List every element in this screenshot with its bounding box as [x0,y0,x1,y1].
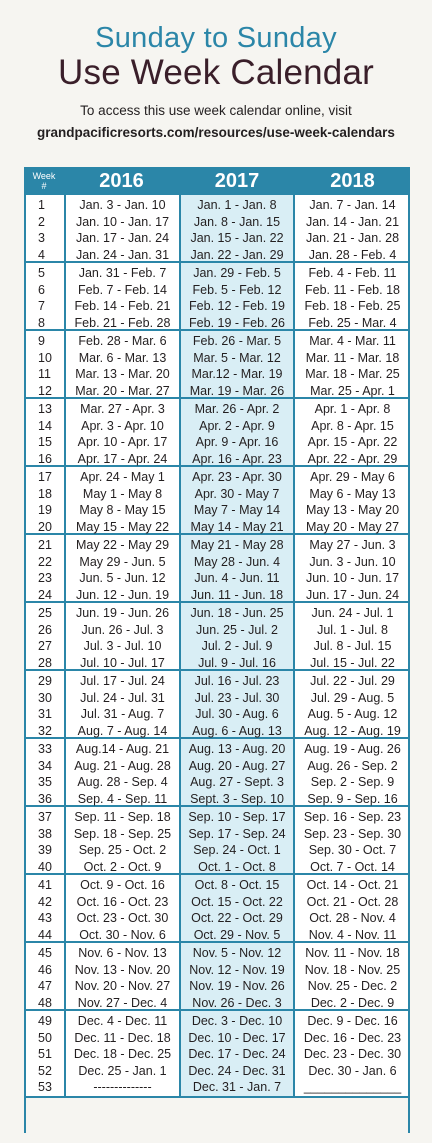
year-column-2017 [179,875,295,941]
year-column-2018 [295,399,410,465]
week-number: 7 [38,299,45,313]
date-range-2017: Jan. 15 - Jan. 22 [190,231,284,245]
week-group [24,603,410,671]
date-range-2016: Jan. 3 - Jan. 10 [79,198,166,212]
week-number-column [24,739,64,805]
date-range-2018: May 20 - May 27 [305,519,400,534]
week-number-column [24,399,64,465]
week-number: 25 [38,606,52,620]
year-column-2017 [179,263,295,329]
date-range-2018: Jul. 22 - Jul. 29 [310,674,395,688]
date-range-2018: Dec. 9 - Dec. 16 [307,1014,398,1028]
date-range-2018: Dec. 23 - Dec. 30 [303,1047,402,1061]
week-number: 30 [38,690,52,705]
week-number: 27 [38,639,52,653]
date-range-2017: Jul. 30 - Aug. 6 [195,707,279,721]
date-range-2018: Jun. 17 - Jun. 24 [305,587,400,602]
date-range-2016: Apr. 10 - Apr. 17 [77,435,168,449]
week-number: 14 [38,418,52,433]
year-column-2016 [64,467,179,533]
date-range-2016: Feb. 14 - Feb. 21 [74,299,171,313]
week-column-header [24,167,64,195]
week-number: 48 [38,995,52,1010]
date-range-2016: Jun. 19 - Jun. 26 [75,606,170,620]
date-range-2016: Oct. 16 - Oct. 23 [76,894,169,909]
week-group [24,875,410,943]
date-range-2017: Apr. 30 - May 7 [194,486,280,501]
week-number: 34 [38,758,52,773]
week-number-column [24,807,64,873]
year-column-2016 [64,195,179,261]
date-range-2018: Jul. 8 - Jul. 15 [313,639,392,653]
date-range-2017: Jun. 11 - Jun. 18 [190,587,284,602]
week-number: 44 [38,927,52,942]
year-column-2017 [179,467,295,533]
date-range-2017: May 28 - Jun. 4 [193,554,281,569]
year-column-2017 [179,535,295,601]
week-number: 2 [38,214,45,229]
date-range-2017: Dec. 17 - Dec. 24 [188,1047,286,1061]
week-number: 45 [38,946,52,960]
date-range-2016: Mar. 27 - Apr. 3 [80,402,165,416]
date-range-2017: Jun. 18 - Jun. 25 [190,606,284,620]
date-range-2018: May 13 - May 20 [305,503,400,517]
week-number: 5 [38,266,45,280]
date-range-2018: Feb. 18 - Feb. 25 [304,299,401,313]
week-number: 46 [38,962,52,977]
date-range-2017: Oct. 8 - Oct. 15 [194,878,280,892]
date-range-2016: Nov. 13 - Nov. 20 [74,962,171,977]
year-column-2016 [64,331,179,397]
date-range-2016: Oct. 23 - Oct. 30 [76,911,169,925]
date-range-2018: Dec. 2 - Dec. 9 [310,995,395,1010]
week-number: 39 [38,843,52,857]
week-number: 51 [38,1047,52,1061]
date-range-2016: Apr. 24 - May 1 [80,470,165,484]
date-range-2017: Feb. 26 - Mar. 5 [192,334,282,348]
year-column-2018 [295,739,410,805]
date-range-2016: Mar. 20 - Mar. 27 [75,383,170,398]
date-range-2017: Jul. 23 - Jul. 30 [194,690,280,705]
week-header-symbol: # [41,181,47,191]
week-number: 31 [38,707,52,721]
week-number: 21 [38,538,52,552]
date-range-2018: Jun. 3 - Jun. 10 [309,554,396,569]
date-range-2016: Aug.14 - Aug. 21 [75,742,170,756]
year-column-2016 [64,263,179,329]
year-column-2018 [295,535,410,601]
date-range-2017: Oct. 29 - Nov. 5 [193,927,281,942]
date-range-2018: Mar. 11 - Mar. 18 [305,350,400,365]
date-range-2016: Dec. 11 - Dec. 18 [74,1030,171,1045]
date-range-2018: Sep. 2 - Sep. 9 [310,775,395,789]
date-range-2016: Mar. 13 - Mar. 20 [75,367,170,381]
subtitle: To access this use week calendar online, visit [80,103,352,118]
week-group [24,535,410,603]
title-line-1: Sunday to Sunday [95,22,337,54]
year-column-2016 [64,943,179,1009]
year-header-2017: 2017 [214,170,260,192]
date-range-2018: Feb. 25 - Mar. 4 [308,315,397,330]
date-range-2017: Sep. 24 - Oct. 1 [193,843,281,857]
date-range-2017: Oct. 15 - Oct. 22 [191,894,283,909]
year-column-2018 [295,671,410,737]
date-range-2018: Jul. 29 - Aug. 5 [310,690,395,705]
date-range-2016: Apr. 17 - Apr. 24 [77,451,168,466]
date-range-2016: Sep. 18 - Sep. 25 [73,826,172,841]
week-group [24,399,410,467]
date-range-2017: Nov. 26 - Dec. 3 [192,995,282,1010]
year-column-2017 [179,1011,295,1096]
week-number-column [24,263,64,329]
week-number: 22 [38,554,52,569]
week-group [24,195,410,263]
date-range-2016: May 29 - Jun. 5 [79,554,166,569]
date-range-2016: Jan. 10 - Jan. 17 [75,214,170,229]
year-column-2017 [179,739,295,805]
year-column-2018 [295,195,410,261]
table-body [24,195,410,1098]
date-range-2017: Sep. 17 - Sep. 24 [188,826,286,841]
week-number: 32 [38,723,52,738]
date-range-2018: Mar. 18 - Mar. 25 [305,367,400,381]
date-range-2018: Oct. 21 - Oct. 28 [306,894,399,909]
week-number: 43 [38,911,52,925]
week-group [24,263,410,331]
week-number: 6 [38,282,45,297]
date-range-2018: Aug. 12 - Aug. 19 [304,723,401,738]
date-range-2016: Oct. 9 - Oct. 16 [80,878,165,892]
date-range-2017: Mar. 19 - Mar. 26 [189,383,285,398]
date-range-2017: Apr. 16 - Apr. 23 [192,451,282,466]
date-range-2017: Aug. 6 - Aug. 13 [192,723,282,738]
date-range-2017: Apr. 23 - Apr. 30 [192,470,282,484]
date-range-2018: Apr. 8 - Apr. 15 [311,418,394,433]
date-range-2016: Jun. 26 - Jul. 3 [81,622,164,637]
date-range-2018: May 27 - Jun. 3 [309,538,396,552]
week-number: 3 [38,231,45,245]
week-number: 11 [38,367,51,381]
week-number: 26 [38,622,52,637]
date-range-2018: Apr. 29 - May 6 [310,470,395,484]
date-range-2018: Jun. 24 - Jul. 1 [311,606,394,620]
date-range-2017: Mar.12 - Mar. 19 [191,367,283,381]
week-number-column [24,943,64,1009]
date-range-2018: Jul. 15 - Jul. 22 [310,655,395,670]
year-column-2016 [64,671,179,737]
date-range-2018: Jan. 7 - Jan. 14 [309,198,396,212]
date-range-2017: May 21 - May 28 [190,538,284,552]
year-column-2017 [179,603,295,669]
year-column-2016 [64,1011,179,1096]
date-range-2018: Sep. 16 - Sep. 23 [303,810,402,824]
week-number: 41 [38,878,52,892]
date-range-2018: Nov. 11 - Nov. 18 [305,946,400,960]
week-number: 13 [38,402,52,416]
week-number: 36 [38,791,52,806]
date-range-2016: Jul. 3 - Jul. 10 [83,639,162,653]
date-range-2018: Nov. 4 - Nov. 11 [308,927,397,942]
date-range-2016: May 15 - May 22 [75,519,170,534]
date-range-2018: Apr. 1 - Apr. 8 [314,402,391,416]
week-header-label: Week [32,171,56,181]
year-column-2017 [179,399,295,465]
date-range-2016: Sep. 11 - Sep. 18 [74,810,171,824]
date-range-2017: Aug. 20 - Aug. 27 [188,758,286,773]
date-range-2018: Sep. 30 - Oct. 7 [308,843,397,857]
week-group [24,467,410,535]
date-range-2018: Apr. 15 - Apr. 22 [307,435,398,449]
week-group [24,1011,410,1098]
date-range-2017: Aug. 13 - Aug. 20 [188,742,286,756]
date-range-2016: Jul. 24 - Jul. 31 [80,690,165,705]
week-number: 18 [38,486,52,501]
date-range-2016: Jul. 17 - Jul. 24 [80,674,165,688]
date-range-2017: Feb. 12 - Feb. 19 [189,299,285,313]
week-number: 47 [38,979,52,993]
date-range-2017: Jan. 29 - Feb. 5 [193,266,281,280]
week-number: 50 [38,1030,52,1045]
date-range-2017: Feb. 5 - Feb. 12 [192,282,282,297]
date-range-2018: Nov. 18 - Nov. 25 [304,962,401,977]
date-range-2016: Jun. 12 - Jun. 19 [75,587,170,602]
date-range-2018: Dec. 30 - Jan. 6 [308,1063,397,1078]
year-column-2016 [64,603,179,669]
date-range-2016: Nov. 6 - Nov. 13 [78,946,167,960]
week-number: 4 [38,247,45,262]
week-number: 15 [38,435,52,449]
week-number-column [24,875,64,941]
date-range-2016: Mar. 6 - Mar. 13 [78,350,167,365]
week-number: 38 [38,826,52,841]
week-number: 24 [38,587,52,602]
week-number: 42 [38,894,52,909]
date-range-2017: Nov. 12 - Nov. 19 [189,962,285,977]
date-range-2016: Apr. 3 - Apr. 10 [81,418,164,433]
date-range-2016: Nov. 20 - Nov. 27 [74,979,171,993]
date-range-2016: Dec. 18 - Dec. 25 [73,1047,172,1061]
week-group [24,671,410,739]
date-range-2017: Apr. 9 - Apr. 16 [195,435,279,449]
date-range-2018: Sep. 23 - Sep. 30 [303,826,402,841]
date-range-2017: Apr. 2 - Apr. 9 [199,418,275,433]
date-range-2016: Oct. 2 - Oct. 9 [83,859,162,874]
date-range-2016: Jan. 17 - Jan. 24 [75,231,170,245]
week-number-column [24,195,64,261]
date-range-2018: Oct. 14 - Oct. 21 [306,878,399,892]
week-number-column [24,331,64,397]
date-range-2018: Jan. 21 - Jan. 28 [305,231,400,245]
date-range-2017: Sept. 3 - Sep. 10 [190,791,284,806]
year-column-2016 [64,875,179,941]
date-range-2018: Jul. 1 - Jul. 8 [317,622,388,637]
year-column-2018 [295,331,410,397]
year-header-2018: 2018 [330,170,375,192]
date-range-2016: Aug. 28 - Sep. 4 [77,775,168,789]
year-header-2016: 2016 [99,170,144,192]
date-range-2016: Jul. 31 - Aug. 7 [80,707,165,721]
week-group [24,331,410,399]
date-range-2017: Jan. 22 - Jan. 29 [190,247,284,262]
year-column-2016 [64,807,179,873]
use-week-table [24,167,410,1098]
date-range-2016: May 8 - May 15 [79,503,166,517]
date-range-2017: Feb. 19 - Feb. 26 [189,315,285,330]
week-number-column [24,467,64,533]
week-group [24,807,410,875]
date-range-2017: Sep. 10 - Sep. 17 [188,810,286,824]
week-number: 35 [38,775,52,789]
date-range-2016: May 22 - May 29 [75,538,170,552]
date-range-2017: Oct. 22 - Oct. 29 [191,911,283,925]
date-range-2017: Dec. 24 - Dec. 31 [188,1063,286,1078]
week-number: 19 [38,503,52,517]
date-range-2017: Oct. 1 - Oct. 8 [198,859,276,874]
year-column-2018 [295,807,410,873]
week-number: 1 [38,198,45,212]
week-number: 20 [38,519,52,534]
date-range-2018: Feb. 4 - Feb. 11 [308,266,397,280]
year-column-2018 [295,1011,410,1096]
week-number: 8 [38,315,45,330]
week-number: 9 [38,334,45,348]
date-range-2018: Nov. 25 - Dec. 2 [307,979,398,993]
date-range-2017: Jun. 4 - Jun. 11 [194,571,280,585]
date-range-2017: Aug. 27 - Sept. 3 [190,775,284,789]
year-column-2017 [179,195,295,261]
date-range-2018: Dec. 16 - Dec. 23 [303,1030,402,1045]
year-column-2017 [179,807,295,873]
date-range-2016: Sep. 4 - Sep. 11 [77,791,168,806]
date-range-2018: Sep. 9 - Sep. 16 [307,791,398,806]
date-range-2018: Oct. 28 - Nov. 4 [309,911,396,925]
date-range-2018: Aug. 26 - Sep. 2 [307,758,398,773]
date-range-2016: Aug. 21 - Aug. 28 [74,758,171,773]
date-range-2017: Jan. 1 - Jan. 8 [197,198,277,212]
date-range-2018: Jan. 28 - Feb. 4 [308,247,397,262]
date-range-2016: Oct. 30 - Nov. 6 [79,927,166,942]
date-range-2017: Mar. 5 - Mar. 12 [193,350,281,365]
week-number: 53 [38,1080,52,1094]
week-number: 16 [38,451,52,466]
date-range-2016: Aug. 7 - Aug. 14 [77,723,168,738]
week-number: 49 [38,1014,52,1028]
date-range-2017: Jan. 8 - Jan. 15 [193,214,281,229]
date-range-2018: Apr. 22 - Apr. 29 [307,451,398,466]
week-number: 52 [38,1063,52,1078]
year-column-2018 [295,467,410,533]
week-number: 29 [38,674,52,688]
week-number: 37 [38,810,52,824]
date-range-2018: Jun. 10 - Jun. 17 [305,571,400,585]
week-number: 17 [38,470,52,484]
date-range-2017: Nov. 5 - Nov. 12 [192,946,282,960]
url-link[interactable]: grandpacificresorts.com/resources/use-week-calendars [37,125,395,140]
year-column-2018 [295,263,410,329]
date-range-2017: May 7 - May 14 [193,503,281,517]
week-number-column [24,535,64,601]
year-column-2017 [179,671,295,737]
date-range-2016: Dec. 4 - Dec. 11 [77,1014,168,1028]
date-range-2018: Aug. 5 - Aug. 12 [307,707,398,721]
date-range-2017: Jul. 16 - Jul. 23 [194,674,280,688]
date-range-2017: Jul. 9 - Jul. 16 [198,655,276,670]
table-header [24,167,410,195]
date-range-2018: ______________ [303,1080,402,1094]
date-range-2017: Dec. 3 - Dec. 10 [191,1014,283,1028]
date-range-2016: Jan. 31 - Feb. 7 [78,266,167,280]
week-number: 23 [38,571,52,585]
date-range-2017: Nov. 19 - Nov. 26 [189,979,285,993]
week-number: 12 [38,383,52,398]
date-range-2017: Mar. 26 - Apr. 2 [194,402,280,416]
year-column-2017 [179,943,295,1009]
week-number: 28 [38,655,52,670]
date-range-2017: Jun. 25 - Jul. 2 [196,622,278,637]
date-range-2018: Mar. 4 - Mar. 11 [309,334,396,348]
date-range-2018: Aug. 19 - Aug. 26 [304,742,401,756]
year-column-2018 [295,943,410,1009]
date-range-2016: May 1 - May 8 [82,486,163,501]
week-number-column [24,603,64,669]
date-range-2018: Mar. 25 - Apr. 1 [310,383,395,398]
date-range-2018: May 6 - May 13 [309,486,396,501]
date-range-2016: Dec. 25 - Jan. 1 [78,1063,167,1078]
date-range-2017: Dec. 31 - Jan. 7 [192,1080,282,1094]
title-line-2: Use Week Calendar [58,53,374,92]
year-column-2016 [64,739,179,805]
date-range-2017: May 14 - May 21 [190,519,284,534]
date-range-2016: -------------- [93,1080,152,1094]
date-range-2017: Dec. 10 - Dec. 17 [188,1030,286,1045]
year-column-2017 [179,331,295,397]
year-column-2016 [64,535,179,601]
week-number: 33 [38,742,52,756]
date-range-2018: Feb. 11 - Feb. 18 [305,282,400,297]
date-range-2016: Nov. 27 - Dec. 4 [77,995,168,1010]
week-number-column [24,671,64,737]
date-range-2018: Oct. 7 - Oct. 14 [310,859,395,874]
week-group [24,739,410,807]
week-number: 10 [38,350,52,365]
date-range-2016: Sep. 25 - Oct. 2 [78,843,167,857]
week-number-column [24,1011,64,1096]
date-range-2018: Jan. 14 - Jan. 21 [305,214,400,229]
date-range-2016: Feb. 21 - Feb. 28 [74,315,171,330]
date-range-2016: Feb. 7 - Feb. 14 [78,282,167,297]
date-range-2016: Feb. 28 - Mar. 6 [78,334,167,348]
year-column-2016 [64,399,179,465]
week-group [24,943,410,1011]
year-column-2018 [295,875,410,941]
week-number: 40 [38,859,52,874]
date-range-2016: Jul. 10 - Jul. 17 [80,655,165,670]
date-range-2017: Jul. 2 - Jul. 9 [201,639,273,653]
date-range-2016: Jun. 5 - Jun. 12 [79,571,166,585]
date-range-2016: Jan. 24 - Jan. 31 [75,247,170,262]
year-column-2018 [295,603,410,669]
